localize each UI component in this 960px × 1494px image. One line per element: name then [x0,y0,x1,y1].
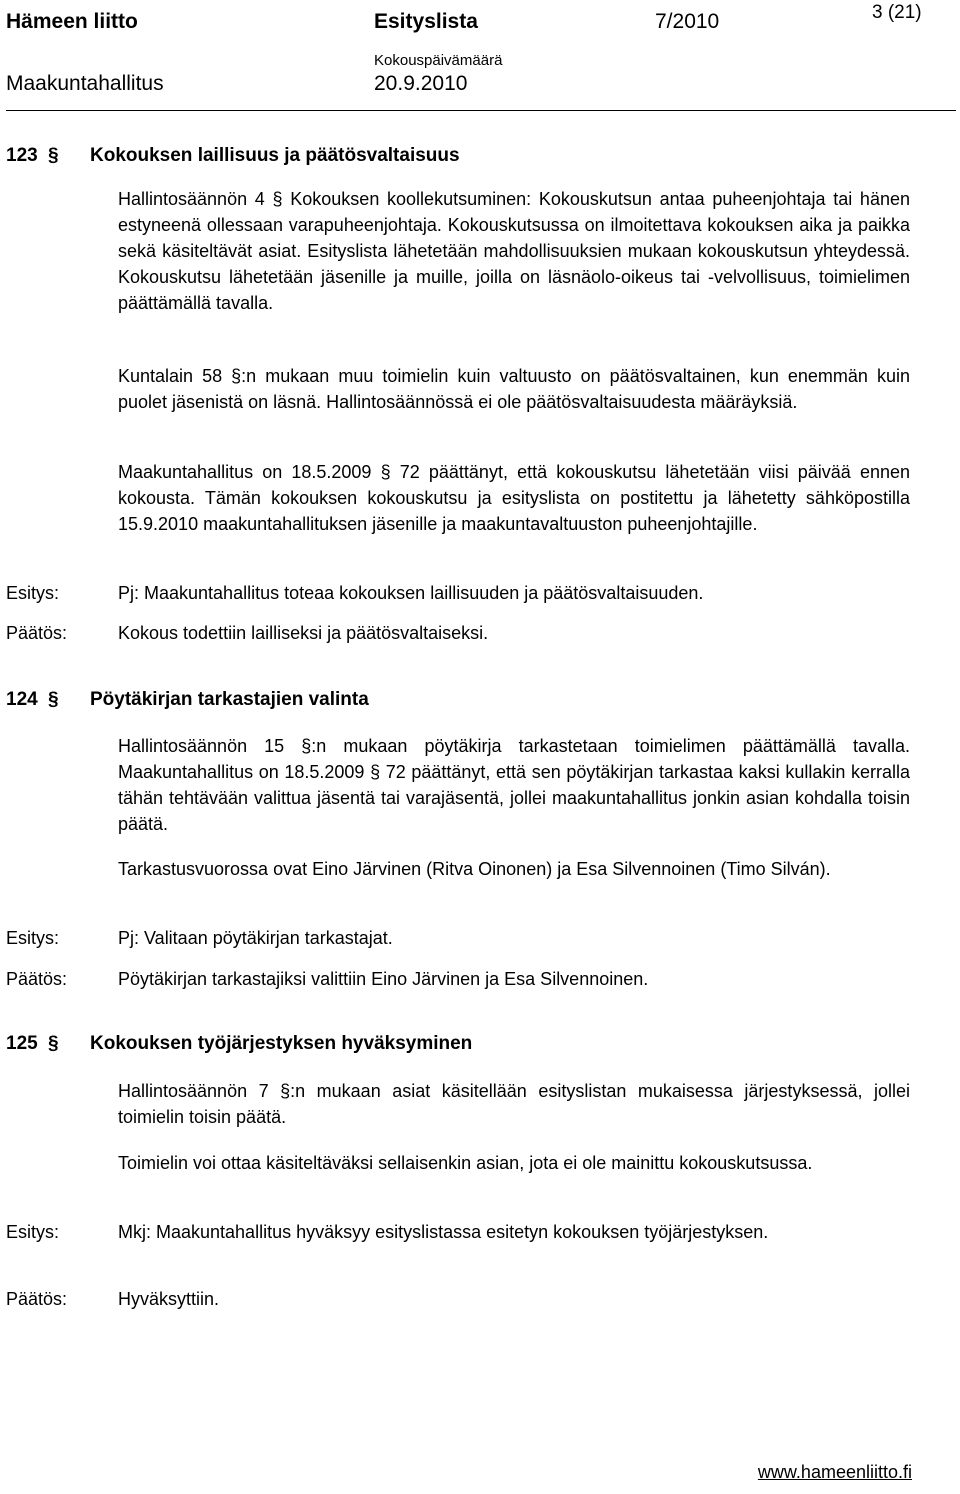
proposal-text: Pj: Maakuntahallitus toteaa kokouksen laillisuuden ja päätösvaltaisuuden. [118,583,704,603]
section-number: 124 [6,689,38,710]
decision-text: Pöytäkirjan tarkastajiksi valittiin Eino Järvinen ja Esa Silvennoinen. [118,969,649,989]
section-number: 123 [6,145,38,166]
proposal-text: Mkj: Maakuntahallitus hyväksyy esityslistassa esitetyn kokouksen työjärjestyksen. [118,1222,769,1242]
footer-website-link[interactable]: www.hameenliitto.fi [757,1462,912,1482]
proposal-text: Pj: Valitaan pöytäkirjan tarkastajat. [118,928,393,948]
meeting-date: 20.9.2010 [374,72,468,95]
section-symbol: § [48,689,59,710]
decision-label: Päätös: [6,969,68,989]
document-type: Esityslista [374,10,478,33]
decision-label: Päätös: [6,623,68,643]
section-title: Kokouksen työjärjestyksen hyväksyminen [90,1033,473,1054]
page-number: 3 (21) [872,2,922,23]
section-number: 125 [6,1033,38,1054]
document-number: 7/2010 [655,10,720,33]
section-heading [6,1033,472,1055]
section-symbol: § [48,145,59,166]
section-paragraph: Tarkastusvuorossa ovat Eino Järvinen (Ritva Oinonen) ja Esa Silvennoinen (Timo Silván). [118,859,831,879]
header-divider [6,110,956,111]
decision-text: Hyväksyttiin. [118,1289,220,1309]
section-heading [6,689,369,711]
section-paragraph: Maakuntahallitus on 18.5.2009 § 72 päättänyt, että kokouskutsu lähetetään viisi päivää ennen kokousta. Tämän kokouksen kokouskutsu ja esityslista on postitettu ja lähetetty sähköpostilla 15.9.2010 maakuntahallituksen jäsenille ja maakuntavaltuuston puheenjohtajille. [118,462,910,534]
date-label: Kokouspäivämäärä [374,52,503,69]
section-symbol: § [48,1033,59,1054]
proposal-label: Esitys: [6,583,60,603]
section-heading [6,145,460,167]
proposal-label: Esitys: [6,928,60,948]
section-paragraph: Toimielin voi ottaa käsiteltäväksi sellaisenkin asian, jota ei ole mainittu kokouskutsussa. [118,1153,813,1173]
section-paragraph: Hallintosäännön 15 §:n mukaan pöytäkirja tarkastetaan toimielimen päättämällä tavalla. Maakuntahallitus on 18.5.2009 § 72 päättänyt, että sen pöytäkirjan tarkastaa kaksi kullakin kerralla tähän tehtävään valittua jäsentä tai varajäsentä, jollei maakuntahallitus jonkin asian kohdalla toisin päätä. [118,736,910,834]
decision-label: Päätös: [6,1289,68,1309]
section-paragraph: Hallintosäännön 4 § Kokouksen koollekutsuminen: Kokouskutsun antaa puheenjohtaja tai hänen estyneenä ollessaan varapuheenjohtaja. Kokouskutsussa on ilmoitettava kokouksen aika ja paikka sekä käsiteltävät asiat. Esityslista lähetetään mahdollisuuksien mukaan kokouskutsun yhteydessä. Kokouskutsu lähetetään jäsenille ja muille, joilla on läsnäolo-oikeus tai -velvollisuus, toimielimen päättämällä tavalla. [118,189,910,313]
section-paragraph: Kuntalain 58 §:n mukaan muu toimielin kuin valtuusto on päätösvaltainen, kun enemmän kuin puolet jäsenistä on läsnä. Hallintosäännössä ei ole päätösvaltaisuudesta määräyksiä. [118,366,910,412]
decision-text: Kokous todettiin lailliseksi ja päätösvaltaiseksi. [118,623,489,643]
section-paragraph: Hallintosäännön 7 §:n mukaan asiat käsitellään esityslistan mukaisessa järjestyksessä, jollei toimielin toisin päätä. [118,1081,910,1127]
board-name: Maakuntahallitus [6,72,164,95]
organization-name: Hämeen liitto [6,10,138,33]
proposal-label: Esitys: [6,1222,60,1242]
section-title: Pöytäkirjan tarkastajien valinta [90,689,369,710]
section-title: Kokouksen laillisuus ja päätösvaltaisuus [90,145,460,166]
